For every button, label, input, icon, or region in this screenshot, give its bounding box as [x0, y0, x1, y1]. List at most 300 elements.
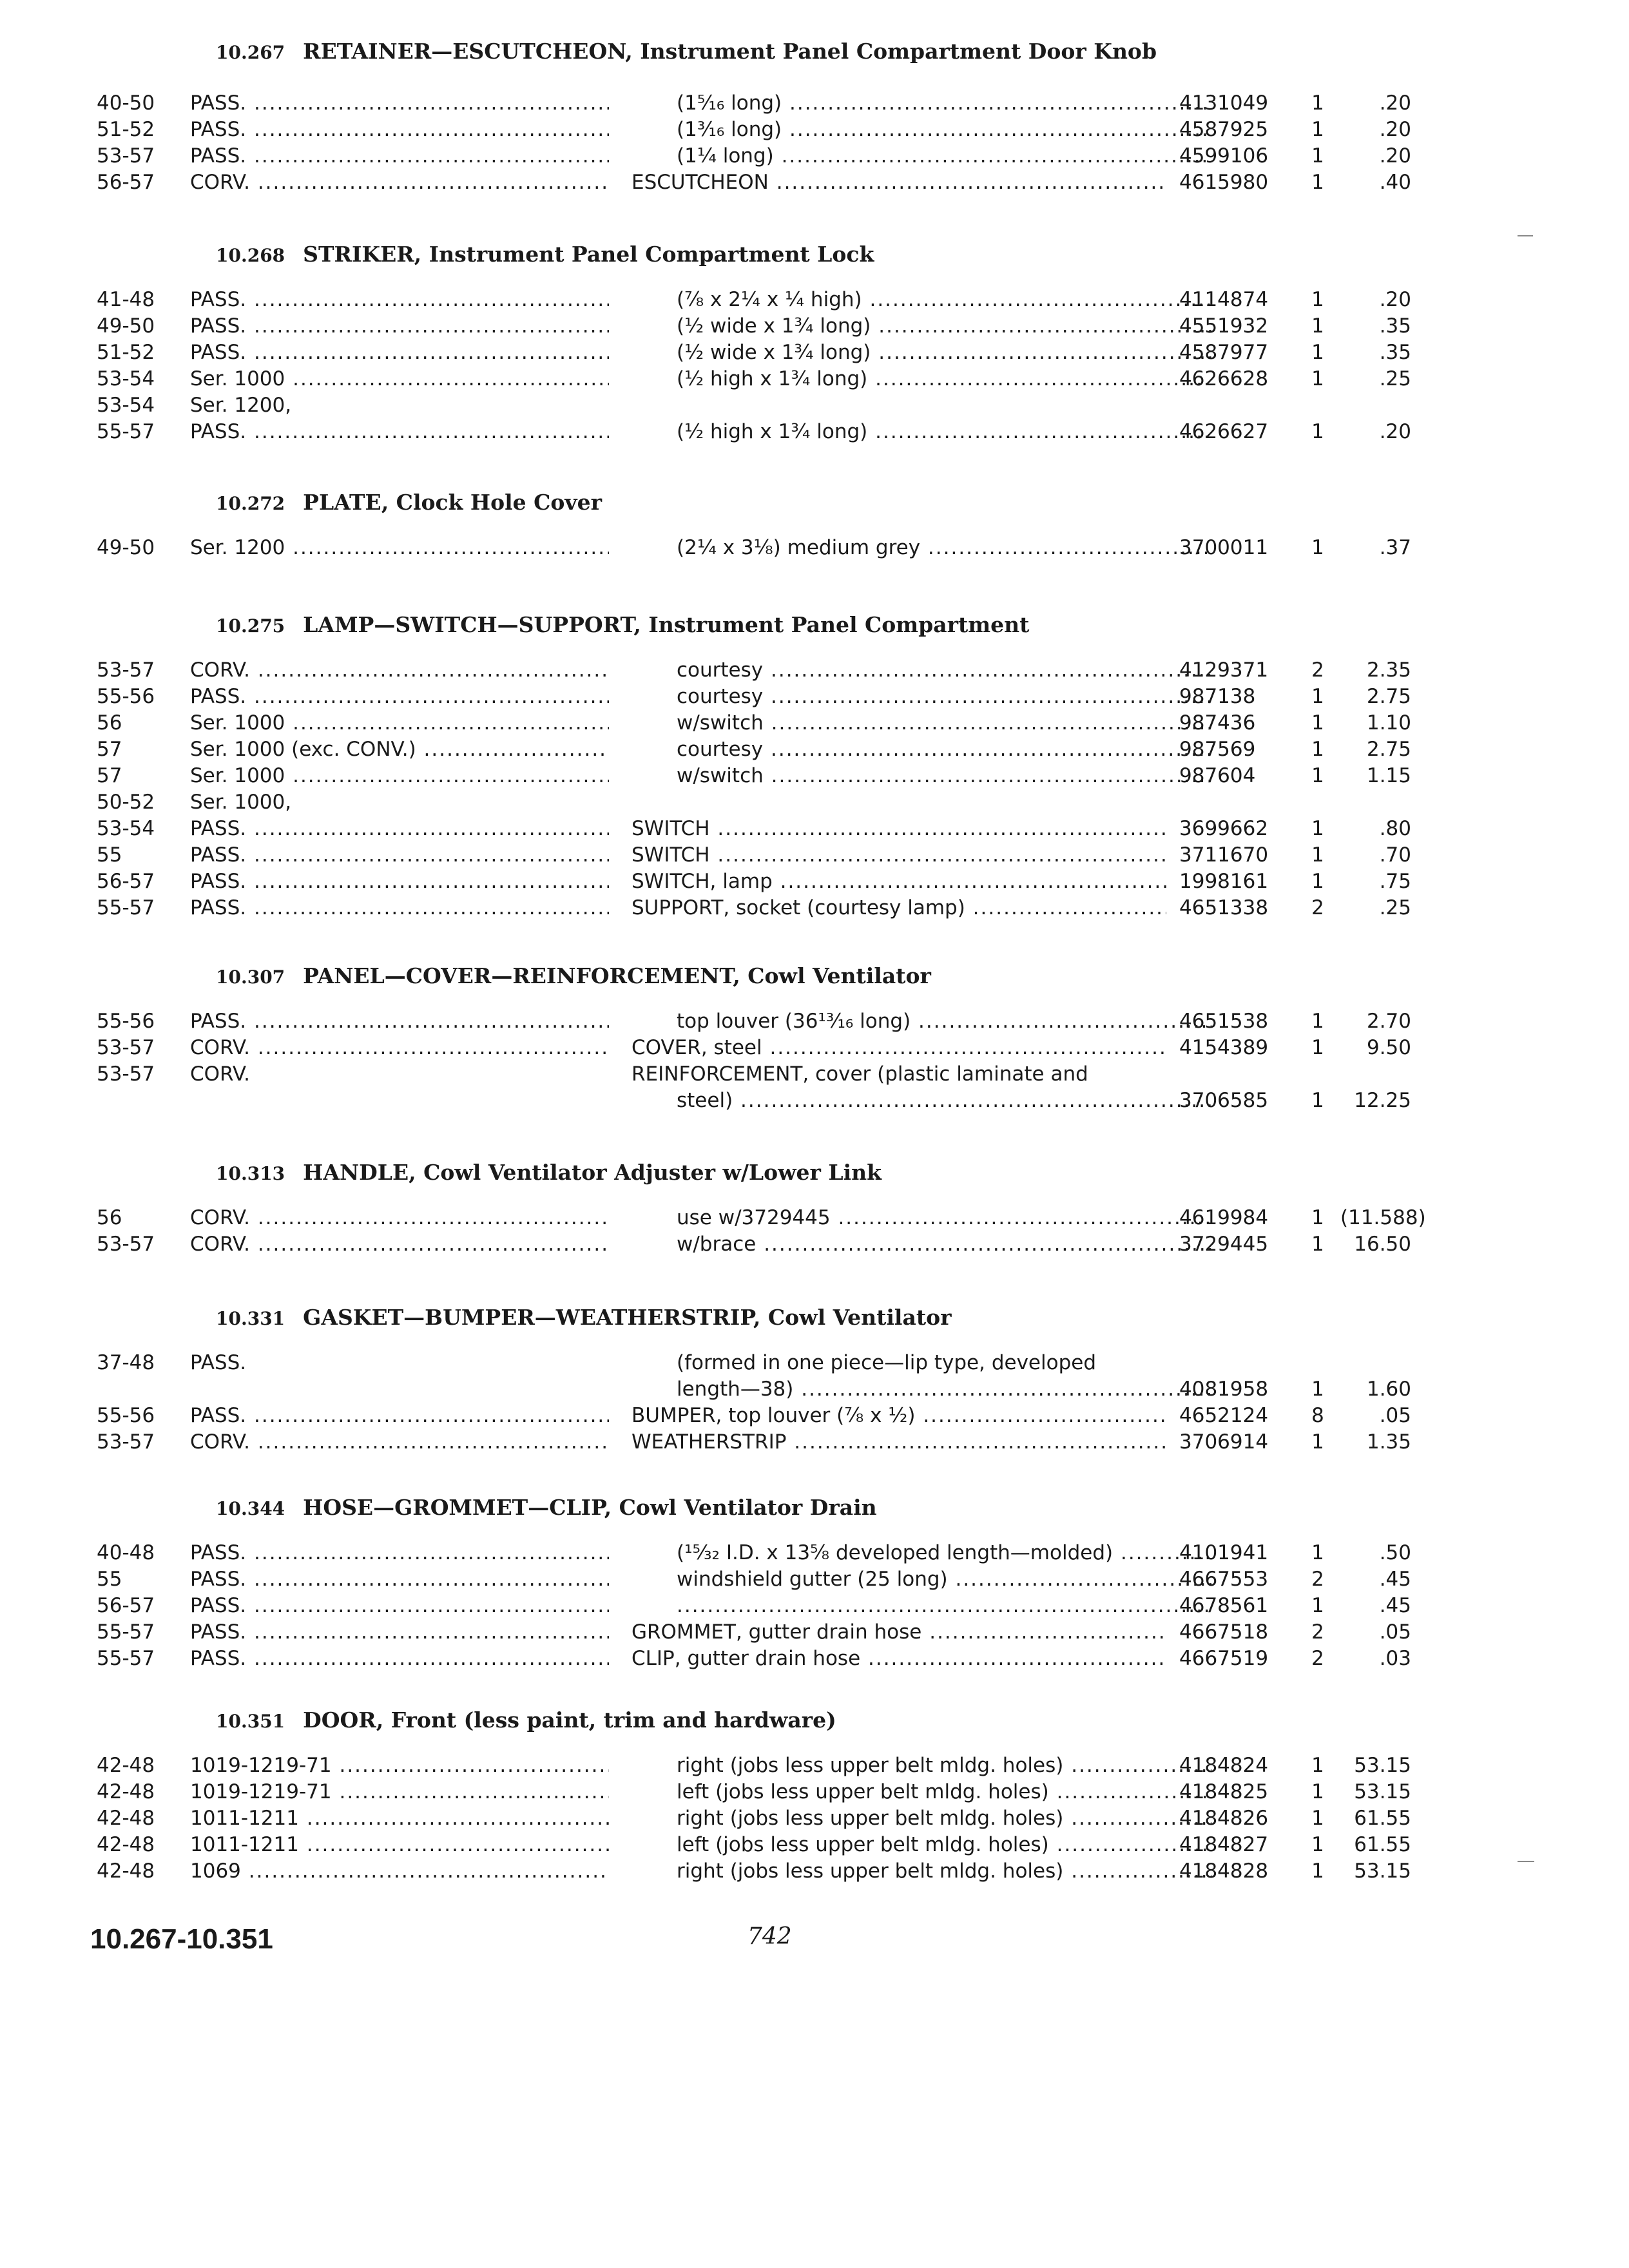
section-number: 10.275 — [216, 615, 285, 637]
quantity: 1 — [1311, 764, 1324, 787]
list-price: .70 — [1379, 843, 1411, 867]
parts-row — [97, 763, 1424, 789]
model-application: Ser. 1000 (exc. CONV.) ..... — [190, 736, 609, 763]
quantity: 1 — [1311, 1010, 1324, 1033]
quantity: 2 — [1311, 896, 1324, 919]
model-application: 1069 ..... — [190, 1858, 609, 1885]
list-price: .20 — [1379, 420, 1411, 443]
section-heading — [216, 1160, 882, 1185]
list-price: .45 — [1379, 1594, 1411, 1617]
part-description: ESCUTCHEON ..... — [631, 169, 1166, 196]
part-description: windshield gutter (25 long) ..... — [677, 1566, 1211, 1593]
parts-row — [97, 366, 1424, 392]
parts-row — [97, 1593, 1424, 1619]
model-application: PASS. ..... — [190, 1646, 609, 1672]
part-number: 4626627 — [1179, 420, 1269, 443]
parts-row — [97, 1035, 1424, 1061]
model-application: 1011-1211 ..... — [190, 1805, 609, 1832]
part-description: (¹⁵⁄₃₂ I.D. x 13⅝ developed length—molded) ..... — [677, 1540, 1211, 1566]
model-application: CORV. ..... — [190, 1205, 609, 1231]
parts-row — [97, 535, 1424, 561]
quantity: 1 — [1311, 738, 1324, 761]
parts-row — [97, 1429, 1424, 1456]
list-price: .50 — [1379, 1541, 1411, 1564]
part-description: left (jobs less upper belt mldg. holes) ..... — [677, 1779, 1211, 1805]
list-price: 2.75 — [1366, 738, 1411, 761]
parts-row — [97, 143, 1424, 169]
list-price: 2.70 — [1366, 1010, 1411, 1033]
section-number: 10.331 — [216, 1308, 285, 1329]
part-description: CLIP, gutter drain hose ..... — [631, 1646, 1166, 1672]
list-price: 9.50 — [1366, 1036, 1411, 1059]
part-number: 4114874 — [1179, 288, 1269, 311]
quantity: 1 — [1311, 420, 1324, 443]
section-title: LAMP—SWITCH—SUPPORT, Instrument Panel Compartment — [303, 612, 1030, 637]
model-application: PASS. ..... — [190, 1403, 609, 1429]
part-description: (1³⁄₁₆ long) ..... — [677, 117, 1211, 143]
section-title: DOOR, Front (less paint, trim and hardware) — [303, 1707, 836, 1733]
model-application: PASS. ..... — [190, 684, 609, 710]
quantity: 1 — [1311, 843, 1324, 867]
model-application: Ser. 1000 ..... — [190, 710, 609, 736]
section-number: 10.344 — [216, 1498, 285, 1519]
parts-row — [97, 1350, 1424, 1376]
model-years: 42-48 — [97, 1833, 155, 1856]
model-application: Ser. 1000 ..... — [190, 366, 609, 392]
parts-row — [97, 657, 1424, 684]
model-application: 1019-1219-71 ..... — [190, 1779, 609, 1805]
model-application: CORV. — [190, 1062, 250, 1086]
model-years: 55-56 — [97, 1404, 155, 1427]
parts-row — [97, 1205, 1424, 1231]
model-application: Ser. 1000 ..... — [190, 763, 609, 789]
parts-row — [97, 1646, 1424, 1672]
section-heading — [216, 1707, 836, 1733]
parts-row — [97, 816, 1424, 842]
part-description: SWITCH ..... — [631, 842, 1166, 869]
part-number: 4081958 — [1179, 1378, 1269, 1401]
model-years: 50-52 — [97, 791, 155, 814]
list-price: .20 — [1379, 144, 1411, 168]
part-number: 4184827 — [1179, 1833, 1269, 1856]
quantity: 1 — [1311, 1754, 1324, 1777]
part-description: right (jobs less upper belt mldg. holes) ..... — [677, 1858, 1211, 1885]
part-number: 4667553 — [1179, 1568, 1269, 1591]
parts-row — [97, 869, 1424, 895]
quantity: 1 — [1311, 1378, 1324, 1401]
parts-row — [97, 1231, 1424, 1258]
model-application: CORV. ..... — [190, 1035, 609, 1061]
list-price: 1.15 — [1366, 764, 1411, 787]
model-application: Ser. 1000, — [190, 791, 292, 814]
model-years: 57 — [97, 764, 122, 787]
parts-row — [97, 419, 1424, 445]
parts-row — [97, 895, 1424, 921]
part-description: BUMPER, top louver (⅞ x ½) ..... — [631, 1403, 1166, 1429]
model-application: Ser. 1200, — [190, 394, 292, 417]
list-price: .75 — [1379, 870, 1411, 893]
section-heading — [216, 963, 931, 988]
section-title: RETAINER—ESCUTCHEON, Instrument Panel Compartment Door Knob — [303, 39, 1157, 64]
part-description: steel) ..... — [677, 1088, 1211, 1114]
parts-row — [97, 1376, 1424, 1403]
part-number: 4587925 — [1179, 118, 1269, 141]
quantity: 1 — [1311, 144, 1324, 168]
section-title: PANEL—COVER—REINFORCEMENT, Cowl Ventilator — [303, 963, 931, 988]
quantity: 1 — [1311, 536, 1324, 559]
model-application: PASS. ..... — [190, 287, 609, 313]
quantity: 1 — [1311, 685, 1324, 708]
model-application: CORV. ..... — [190, 169, 609, 196]
model-application: PASS. ..... — [190, 1008, 609, 1035]
section-heading — [216, 1305, 952, 1330]
list-price: 1.10 — [1366, 711, 1411, 735]
part-description: GROMMET, gutter drain hose ..... — [631, 1619, 1166, 1646]
section-number: 10.268 — [216, 245, 285, 266]
section-title: STRIKER, Instrument Panel Compartment Lock — [303, 242, 874, 267]
model-years: 40-50 — [97, 91, 155, 115]
section-heading — [216, 1495, 877, 1520]
model-years: 42-48 — [97, 1780, 155, 1803]
part-description: (formed in one piece—lip type, developed — [677, 1351, 1096, 1374]
quantity: 2 — [1311, 658, 1324, 682]
section-heading — [216, 39, 1157, 64]
parts-row — [97, 1088, 1424, 1114]
part-number: 3729445 — [1179, 1233, 1269, 1256]
model-years: 49-50 — [97, 314, 155, 338]
quantity: 1 — [1311, 288, 1324, 311]
part-description: WEATHERSTRIP ..... — [631, 1429, 1166, 1456]
quantity: 1 — [1311, 1780, 1324, 1803]
list-price: .20 — [1379, 288, 1411, 311]
model-years: 53-57 — [97, 658, 155, 682]
model-years: 56 — [97, 711, 122, 735]
part-description: w/switch ..... — [677, 763, 1211, 789]
list-price: .20 — [1379, 91, 1411, 115]
parts-row — [97, 1753, 1424, 1779]
list-price: 61.55 — [1354, 1833, 1411, 1856]
model-years: 53-57 — [97, 144, 155, 168]
part-number: 987604 — [1179, 764, 1256, 787]
part-number: 4651538 — [1179, 1010, 1269, 1033]
model-years: 37-48 — [97, 1351, 155, 1374]
model-application: Ser. 1200 ..... — [190, 535, 609, 561]
quantity: 1 — [1311, 1807, 1324, 1830]
quantity: 1 — [1311, 1860, 1324, 1883]
section-number: 10.272 — [216, 493, 285, 514]
parts-row — [97, 313, 1424, 340]
model-years: 51-52 — [97, 341, 155, 364]
section-number: 10.267 — [216, 42, 285, 63]
part-number: 4615980 — [1179, 171, 1269, 194]
quantity: 1 — [1311, 711, 1324, 735]
parts-row — [97, 287, 1424, 313]
part-description: REINFORCEMENT, cover (plastic laminate and — [631, 1062, 1088, 1086]
model-years: 56-57 — [97, 1594, 155, 1617]
model-years: 55 — [97, 843, 122, 867]
list-price: 1.60 — [1366, 1378, 1411, 1401]
part-description: courtesy ..... — [677, 657, 1211, 684]
section-title: HANDLE, Cowl Ventilator Adjuster w/Lower Link — [303, 1160, 882, 1185]
part-number: 4651338 — [1179, 896, 1269, 919]
list-price: .05 — [1379, 1404, 1411, 1427]
model-application: PASS. ..... — [190, 1593, 609, 1619]
parts-row — [97, 710, 1424, 736]
part-description: right (jobs less upper belt mldg. holes) ..... — [677, 1753, 1211, 1779]
quantity: 2 — [1311, 1647, 1324, 1670]
parts-row — [97, 789, 1424, 816]
quantity: 8 — [1311, 1404, 1324, 1427]
list-price: 1.35 — [1366, 1430, 1411, 1454]
part-number: 987436 — [1179, 711, 1256, 735]
list-price: (11.588) — [1340, 1206, 1426, 1229]
part-description: SWITCH ..... — [631, 816, 1166, 842]
margin-mark — [1518, 235, 1533, 236]
part-number: 4184825 — [1179, 1780, 1269, 1803]
quantity: 1 — [1311, 341, 1324, 364]
part-description: (½ wide x 1¾ long) ..... — [677, 313, 1211, 340]
parts-row — [97, 1540, 1424, 1566]
list-price: .20 — [1379, 118, 1411, 141]
model-years: 56-57 — [97, 171, 155, 194]
model-application: PASS. ..... — [190, 1540, 609, 1566]
part-number: 4101941 — [1179, 1541, 1269, 1564]
quantity: 1 — [1311, 870, 1324, 893]
model-years: 49-50 — [97, 536, 155, 559]
part-number: 3706914 — [1179, 1430, 1269, 1454]
part-description: w/switch ..... — [677, 710, 1211, 736]
quantity: 1 — [1311, 1233, 1324, 1256]
model-years: 53-54 — [97, 367, 155, 390]
part-number: 4667519 — [1179, 1647, 1269, 1670]
parts-row — [97, 1832, 1424, 1858]
part-description: right (jobs less upper belt mldg. holes) ..... — [677, 1805, 1211, 1832]
model-application: PASS. ..... — [190, 869, 609, 895]
model-application: PASS. — [190, 1351, 247, 1374]
part-number: 4129371 — [1179, 658, 1269, 682]
model-years: 57 — [97, 738, 122, 761]
list-price: .35 — [1379, 314, 1411, 338]
quantity: 1 — [1311, 1036, 1324, 1059]
parts-row — [97, 684, 1424, 710]
parts-row — [97, 1779, 1424, 1805]
list-price: .25 — [1379, 896, 1411, 919]
parts-row — [97, 736, 1424, 763]
part-number: 4131049 — [1179, 91, 1269, 115]
margin-mark — [1518, 1861, 1534, 1862]
part-number: 4184826 — [1179, 1807, 1269, 1830]
list-price: 61.55 — [1354, 1807, 1411, 1830]
model-years: 53-57 — [97, 1233, 155, 1256]
quantity: 1 — [1311, 1594, 1324, 1617]
part-number: 3706585 — [1179, 1089, 1269, 1112]
model-years: 42-48 — [97, 1807, 155, 1830]
model-application: PASS. ..... — [190, 419, 609, 445]
part-description: top louver (36¹³⁄₁₆ long) ..... — [677, 1008, 1211, 1035]
model-years: 53-54 — [97, 394, 155, 417]
part-description: left (jobs less upper belt mldg. holes) ..... — [677, 1832, 1211, 1858]
part-number: 4652124 — [1179, 1404, 1269, 1427]
list-price: 2.35 — [1366, 658, 1411, 682]
parts-row — [97, 1805, 1424, 1832]
footer-section-range: 10.267-10.351 — [90, 1923, 273, 1955]
section-heading — [216, 490, 602, 515]
quantity: 1 — [1311, 91, 1324, 115]
model-application: 1019-1219-71 ..... — [190, 1753, 609, 1779]
model-years: 51-52 — [97, 118, 155, 141]
part-description: (2¼ x 3⅛) medium grey ..... — [677, 535, 1211, 561]
quantity: 1 — [1311, 171, 1324, 194]
model-years: 55-56 — [97, 685, 155, 708]
section-title: HOSE—GROMMET—CLIP, Cowl Ventilator Drain — [303, 1495, 877, 1520]
quantity: 1 — [1311, 118, 1324, 141]
parts-row — [97, 1061, 1424, 1088]
part-number: 4184824 — [1179, 1754, 1269, 1777]
model-years: 53-54 — [97, 817, 155, 840]
model-application: PASS. ..... — [190, 816, 609, 842]
section-title: GASKET—BUMPER—WEATHERSTRIP, Cowl Ventilator — [303, 1305, 952, 1330]
parts-row — [97, 1403, 1424, 1429]
parts-row — [97, 842, 1424, 869]
part-description: courtesy ..... — [677, 684, 1211, 710]
model-years: 42-48 — [97, 1860, 155, 1883]
parts-row — [97, 1008, 1424, 1035]
part-number: 3711670 — [1179, 843, 1269, 867]
list-price: .35 — [1379, 341, 1411, 364]
model-years: 42-48 — [97, 1754, 155, 1777]
part-number: 987138 — [1179, 685, 1256, 708]
model-application: PASS. ..... — [190, 143, 609, 169]
model-application: PASS. ..... — [190, 90, 609, 117]
quantity: 1 — [1311, 314, 1324, 338]
quantity: 1 — [1311, 367, 1324, 390]
part-description: (1⁵⁄₁₆ long) ..... — [677, 90, 1211, 117]
model-years: 41-48 — [97, 288, 155, 311]
parts-row — [97, 117, 1424, 143]
parts-row — [97, 169, 1424, 196]
part-description: SWITCH, lamp ..... — [631, 869, 1166, 895]
model-years: 55 — [97, 1568, 122, 1591]
list-price: 2.75 — [1366, 685, 1411, 708]
quantity: 1 — [1311, 817, 1324, 840]
model-years: 55-57 — [97, 1647, 155, 1670]
part-number: 4667518 — [1179, 1620, 1269, 1644]
list-price: 53.15 — [1354, 1780, 1411, 1803]
quantity: 1 — [1311, 1541, 1324, 1564]
part-number: 4184828 — [1179, 1860, 1269, 1883]
list-price: .37 — [1379, 536, 1411, 559]
part-number: 4154389 — [1179, 1036, 1269, 1059]
parts-row — [97, 340, 1424, 366]
part-description: (½ high x 1¾ long) ..... — [677, 366, 1211, 392]
model-application: CORV. ..... — [190, 1231, 609, 1258]
section-number: 10.313 — [216, 1163, 285, 1184]
part-description: courtesy ..... — [677, 736, 1211, 763]
section-heading — [216, 242, 874, 267]
part-number: 987569 — [1179, 738, 1256, 761]
model-application: PASS. ..... — [190, 842, 609, 869]
model-years: 55-56 — [97, 1010, 155, 1033]
section-number: 10.351 — [216, 1711, 285, 1732]
parts-row — [97, 392, 1424, 419]
part-number: 4587977 — [1179, 341, 1269, 364]
list-price: .80 — [1379, 817, 1411, 840]
list-price: 53.15 — [1354, 1754, 1411, 1777]
model-years: 53-57 — [97, 1036, 155, 1059]
part-description: w/brace ..... — [677, 1231, 1211, 1258]
model-application: PASS. ..... — [190, 340, 609, 366]
model-years: 55-57 — [97, 1620, 155, 1644]
part-number: 3699662 — [1179, 817, 1269, 840]
section-number: 10.307 — [216, 966, 285, 988]
list-price: 53.15 — [1354, 1860, 1411, 1883]
quantity: 1 — [1311, 1833, 1324, 1856]
parts-row — [97, 1619, 1424, 1646]
list-price: .25 — [1379, 367, 1411, 390]
parts-row — [97, 1858, 1424, 1885]
parts-row — [97, 1566, 1424, 1593]
list-price: .05 — [1379, 1620, 1411, 1644]
list-price: .40 — [1379, 171, 1411, 194]
model-application: PASS. ..... — [190, 1566, 609, 1593]
model-application: CORV. ..... — [190, 657, 609, 684]
list-price: .03 — [1379, 1647, 1411, 1670]
part-number: 4619984 — [1179, 1206, 1269, 1229]
part-description: SUPPORT, socket (courtesy lamp) ..... — [631, 895, 1166, 921]
model-application: 1011-1211 ..... — [190, 1832, 609, 1858]
model-years: 55-57 — [97, 420, 155, 443]
model-application: PASS. ..... — [190, 1619, 609, 1646]
model-years: 56 — [97, 1206, 122, 1229]
quantity: 1 — [1311, 1206, 1324, 1229]
part-description: COVER, steel ..... — [631, 1035, 1166, 1061]
model-years: 53-57 — [97, 1430, 155, 1454]
model-years: 53-57 — [97, 1062, 155, 1086]
parts-row — [97, 90, 1424, 117]
quantity: 1 — [1311, 1430, 1324, 1454]
part-description: use w/3729445 ..... — [677, 1205, 1211, 1231]
list-price: .45 — [1379, 1568, 1411, 1591]
part-number: 4626628 — [1179, 367, 1269, 390]
part-number: 3700011 — [1179, 536, 1269, 559]
part-description — [677, 1593, 1211, 1619]
section-heading — [216, 612, 1029, 637]
model-application: CORV. ..... — [190, 1429, 609, 1456]
model-application: PASS. ..... — [190, 313, 609, 340]
model-years: 55-57 — [97, 896, 155, 919]
model-application: PASS. ..... — [190, 895, 609, 921]
part-number: 4599106 — [1179, 144, 1269, 168]
model-years: 56-57 — [97, 870, 155, 893]
model-years: 40-48 — [97, 1541, 155, 1564]
part-description: (⅞ x 2¼ x ¼ high) ..... — [677, 287, 1211, 313]
list-price: 16.50 — [1354, 1233, 1411, 1256]
section-title: PLATE, Clock Hole Cover — [303, 490, 602, 515]
quantity: 2 — [1311, 1620, 1324, 1644]
part-description: length—38) ..... — [677, 1376, 1211, 1403]
footer-page-number: 742 — [747, 1923, 792, 1950]
list-price: 12.25 — [1354, 1089, 1411, 1112]
part-description: (½ high x 1¾ long) ..... — [677, 419, 1211, 445]
part-number: 4551932 — [1179, 314, 1269, 338]
quantity: 2 — [1311, 1568, 1324, 1591]
model-application: PASS. ..... — [190, 117, 609, 143]
part-number: 1998161 — [1179, 870, 1269, 893]
quantity: 1 — [1311, 1089, 1324, 1112]
part-description: (½ wide x 1¾ long) ..... — [677, 340, 1211, 366]
part-description: (1¼ long) ..... — [677, 143, 1211, 169]
part-number: 4678561 — [1179, 1594, 1269, 1617]
